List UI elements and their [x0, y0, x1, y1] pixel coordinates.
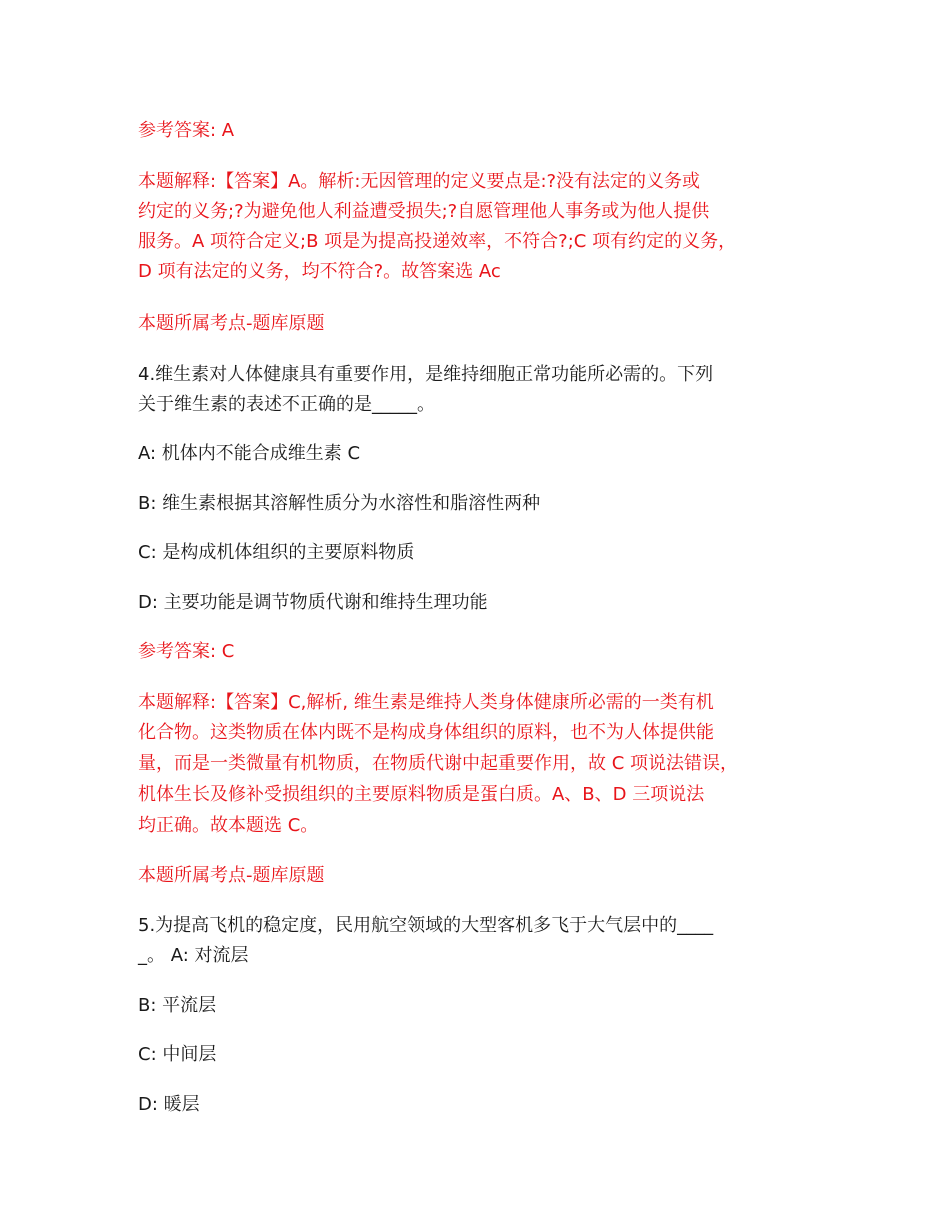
explanation-line: 本题解释:【答案】A。解析:无因管理的定义要点是:?没有法定的义务或	[138, 171, 701, 192]
explanation-line: 服务。A 项符合定义;B 项是为提高投递效率，不符合?;C 项有约定的义务，	[138, 231, 737, 252]
source-label: 本题所属考点-题库原题	[138, 865, 325, 886]
option-b: B: 维生素根据其溶解性质分为水溶性和脂溶性两种	[138, 493, 541, 514]
explanation-line: 约定的义务;?为避免他人利益遭受损失;?自愿管理他人事务或为他人提供	[138, 201, 710, 222]
option-b: B: 平流层	[138, 995, 217, 1016]
question-stem-line: _。 A: 对流层	[138, 945, 249, 966]
question-stem-line: 4.维生素对人体健康具有重要作用，是维持细胞正常功能所必需的。下列	[138, 364, 714, 385]
answer-label: 参考答案: A	[138, 120, 235, 141]
explanation-line: 化合物。这类物质在体内既不是构成身体组织的原料，也不为人体提供能	[138, 722, 714, 743]
question-stem-line: 关于维生素的表述不正确的是_____。	[138, 394, 435, 415]
explanation-line: D 项有法定的义务，均不符合?。故答案选 Ac	[138, 261, 501, 282]
option-c: C: 是构成机体组织的主要原料物质	[138, 542, 415, 563]
answer-label: 参考答案: C	[138, 641, 235, 662]
option-d: D: 暖层	[138, 1094, 200, 1115]
option-c: C: 中间层	[138, 1044, 217, 1065]
option-d: D: 主要功能是调节物质代谢和维持生理功能	[138, 592, 488, 613]
explanation-line: 本题解释:【答案】C,解析, 维生素是维持人类身体健康所必需的一类有机	[138, 692, 714, 713]
explanation-line: 量，而是一类微量有机物质，在物质代谢中起重要作用，故 C 项说法错误，	[138, 753, 739, 774]
question-stem-line: 5.为提高飞机的稳定度，民用航空领域的大型客机多飞于大气层中的____	[138, 915, 714, 936]
explanation-line: 均正确。故本题选 C。	[138, 815, 319, 836]
option-a: A: 机体内不能合成维生素 C	[138, 443, 361, 464]
explanation-line: 机体生长及修补受损组织的主要原料物质是蛋白质。A、B、D 三项说法	[138, 784, 705, 805]
source-label: 本题所属考点-题库原题	[138, 313, 325, 334]
